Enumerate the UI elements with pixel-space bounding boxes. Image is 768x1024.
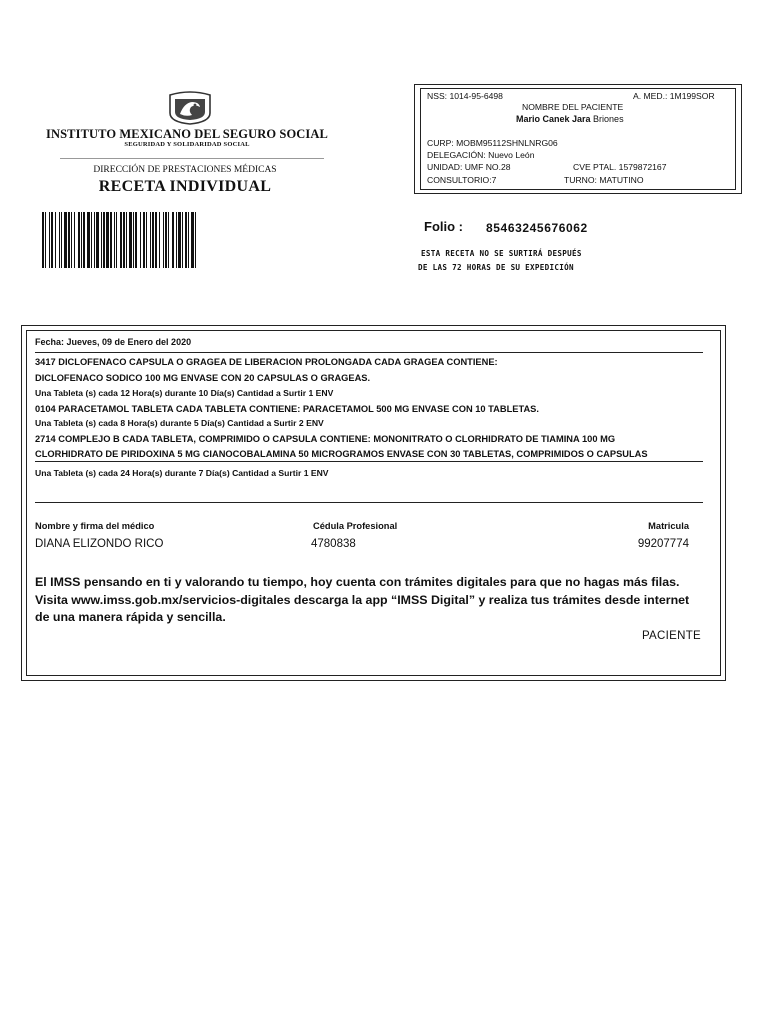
patient-name-label: NOMBRE DEL PACIENTE [522, 102, 624, 112]
cve-ptal: CVE PTAL. 1579872167 [573, 162, 667, 172]
signature-divider [35, 502, 703, 503]
barcode-icon [42, 212, 325, 268]
matricula-label: Matricula [648, 521, 689, 531]
medication-line: DICLOFENACO SODICO 100 MG ENVASE CON 20 CAPSULAS O GRAGEAS. [35, 373, 371, 383]
imss-message-line3: de una manera rápida y sencilla. [35, 610, 226, 624]
matricula-value: 99207774 [637, 538, 689, 550]
dosage-instruction: Una Tableta (s) cada 24 Hora(s) durante 7 Día(s) Cantidad a Surtir 1 ENV [35, 468, 329, 478]
date-divider [35, 352, 703, 353]
unidad: UNIDAD: UMF NO.28 [427, 162, 511, 172]
imss-eagle-logo-icon [166, 91, 214, 125]
expiry-notice-line2: DE LAS 72 HORAS DE SU EXPEDICIÓN [418, 263, 574, 272]
medication-line: 3417 DICLOFENACO CAPSULA O GRAGEA DE LIBERACION PROLONGADA CADA GRAGEA CONTIENE: [35, 357, 498, 367]
direccion-label: DIRECCIÓN DE PRESTACIONES MÉDICAS [93, 165, 277, 175]
dosage-instruction: Una Tableta (s) cada 12 Hora(s) durante 10 Día(s) Cantidad a Surtir 1 ENV [35, 388, 334, 398]
institution-subtitle: SEGURIDAD Y SOLIDARIDAD SOCIAL [124, 141, 250, 148]
prescription-date: Fecha: Jueves, 09 de Enero del 2020 [35, 337, 192, 347]
dosage-instruction: Una Tableta (s) cada 8 Hora(s) durante 5 Día(s) Cantidad a Surtir 2 ENV [35, 418, 324, 428]
a-med: A. MED.: 1M199SOR [633, 91, 715, 101]
medication-divider [35, 461, 703, 462]
expiry-notice-line1: ESTA RECETA NO SE SURTIRÁ DESPUÉS [421, 249, 582, 258]
document-title: RECETA INDIVIDUAL [98, 178, 272, 195]
patient-name-bold: Mario Canek Jara [516, 114, 591, 124]
imss-message-line1: El IMSS pensando en ti y valorando tu tiempo, hoy cuenta con trámites digitales para que no hagas más filas. [35, 575, 680, 589]
medication-line: CLORHIDRATO DE PIRIDOXINA 5 MG CIANOCOBALAMINA 50 MICROGRAMOS ENVASE CON 30 TABLETAS, COMPRIMIDOS O CAPSULAS [35, 449, 648, 459]
folio-label: Folio : [424, 219, 463, 234]
nss: NSS: 1014-95-6498 [427, 91, 503, 101]
medication-line: 2714 COMPLEJO B CADA TABLETA, COMPRIMIDO O CAPSULA CONTIENE: MONONITRATO O CLORHIDRATO DE TIAMINA 100 MG [35, 434, 616, 444]
patient-name-rest: Briones [590, 114, 624, 124]
turno: TURNO: MATUTINO [564, 175, 644, 185]
doctor-name: DIANA ELIZONDO RICO [35, 538, 164, 550]
curp: CURP: MOBM95112SHNLNRG06 [427, 138, 558, 148]
cedula-label: Cédula Profesional [313, 521, 398, 531]
patient-name [516, 114, 624, 124]
cedula-value: 4780838 [311, 538, 356, 550]
institution-name: INSTITUTO MEXICANO DEL SEGURO SOCIAL [46, 127, 328, 141]
consultorio: CONSULTORIO:7 [427, 175, 497, 185]
delegacion: DELEGACIÓN: Nuevo León [427, 150, 535, 160]
folio-value: 85463245676062 [486, 221, 588, 235]
header-divider [60, 158, 324, 159]
doctor-label: Nombre y firma del médico [35, 521, 155, 531]
copy-label: PACIENTE [641, 630, 701, 642]
imss-message-line2: Visita www.imss.gob.mx/servicios-digitales descarga la app “IMSS Digital” y realiza tus trámites desde internet [35, 593, 690, 607]
medication-line: 0104 PARACETAMOL TABLETA CADA TABLETA CONTIENE: PARACETAMOL 500 MG ENVASE CON 10 TABLETAS. [35, 404, 539, 414]
